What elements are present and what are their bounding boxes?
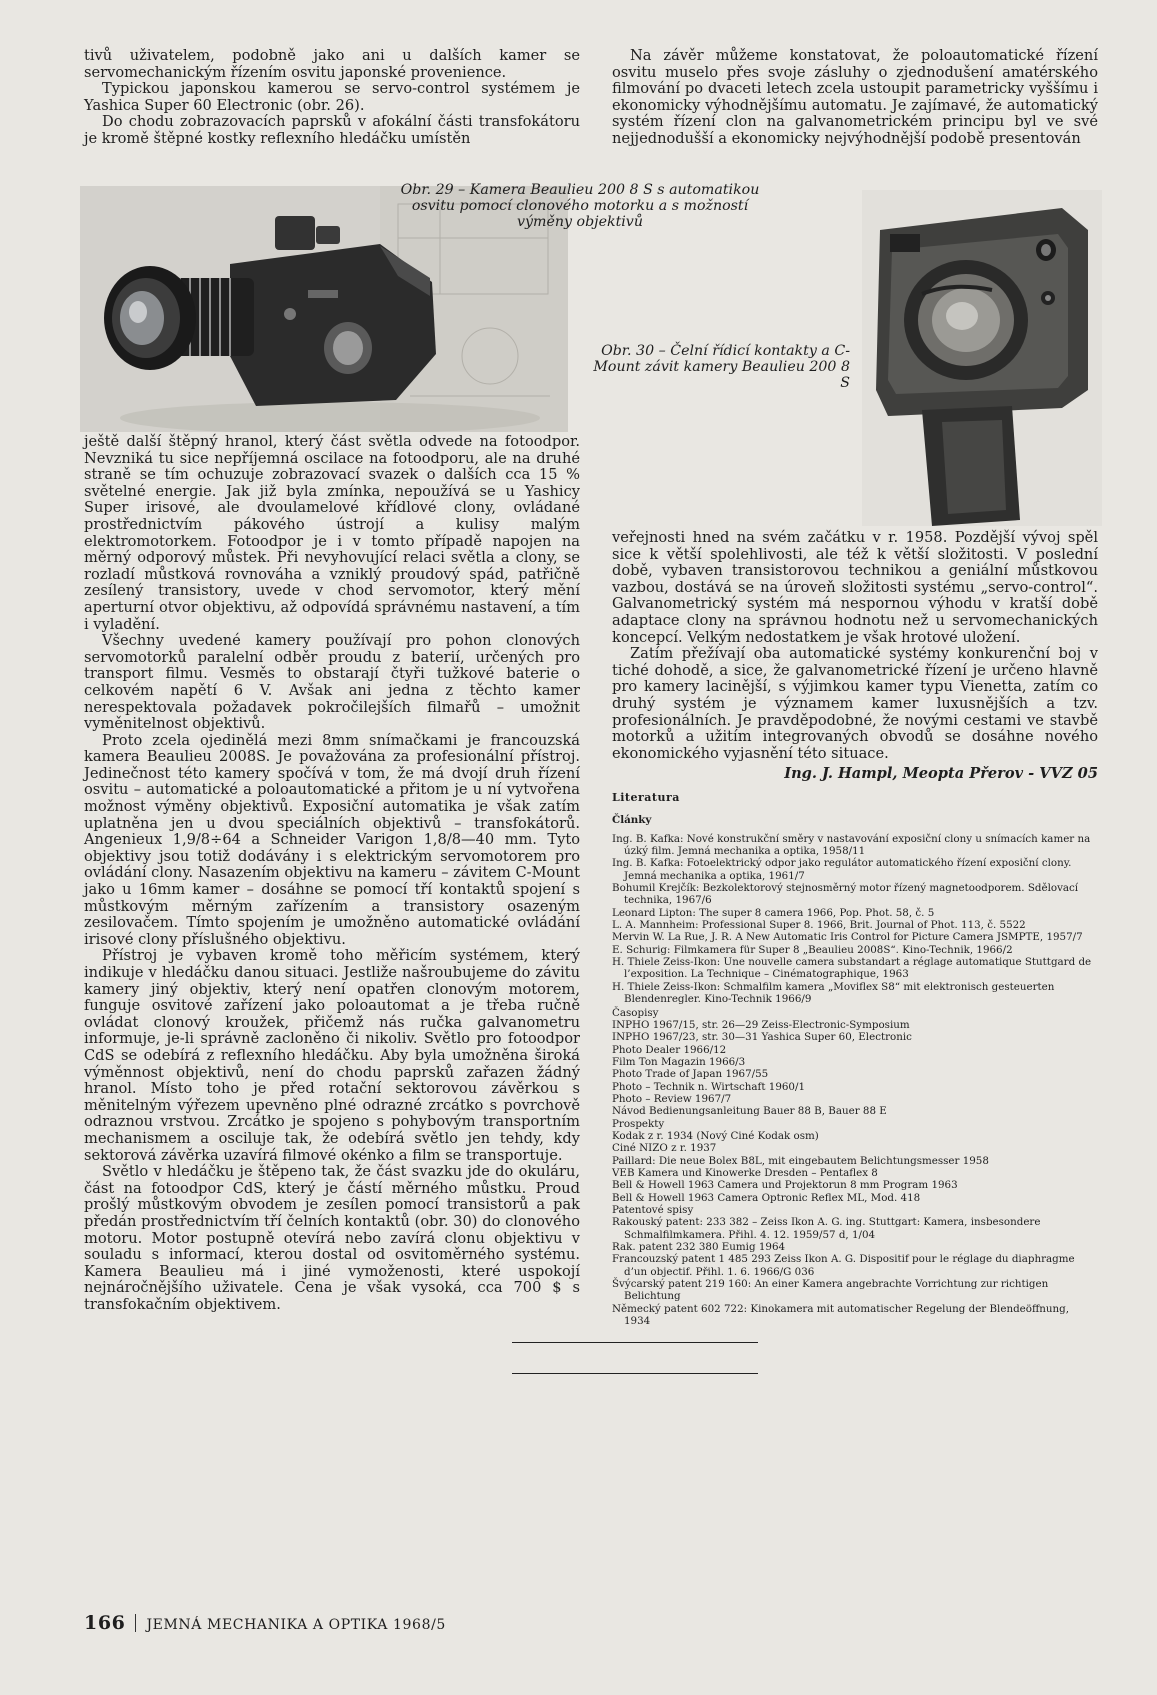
reference-item: Paillard: Die neue Bolex B8L, mit eingebautem Belichtungsmesser 1958	[612, 1154, 989, 1167]
footer-divider	[135, 1614, 136, 1632]
reference-item: Německý patent 602 722: Kinokamera mit automatischer Regelung der Blendeöffnung, 1934	[612, 1302, 1070, 1328]
figure-30-camera-photo	[862, 190, 1102, 526]
paragraph: tivů uživatelem, podobně jako ani u dalších kamer se servomechanickým řízením osvitu japonské provenience.	[84, 47, 580, 81]
reference-item: INPHO 1967/15, str. 26—29 Zeiss-Electronic-Symposium	[612, 1018, 910, 1031]
paragraph: Všechny uvedené kamery používají pro pohon clonových servomotorků paralelní odběr proudu z baterií, určených pro transport filmu. Vesměs to obstarají čtyři tužkové baterie o celkovém napětí 6 V. Avšak ani jedna z těchto kamer nerespektovala požadavek pokročilejších filmařů – umožnit vyměnitelnost objektivů.	[84, 632, 580, 733]
reference-list-brochures	[612, 1130, 1098, 1204]
reference-item: Ciné NIZO z r. 1937	[612, 1142, 717, 1155]
reference-item: Leonard Lipton: The super 8 camera 1966, Pop. Phot. 58, č. 5	[612, 906, 935, 919]
reference-item: Švýcarský patent 219 160: An einer Kamera angebrachte Vorrichtung zur richtigen Belichtung	[612, 1278, 1049, 1303]
reference-item: Bohumil Krejčík: Bezkolektorový stejnosměrný motor řízený magnetoodporem. Sdělovací technika, 1967/6	[612, 882, 1079, 907]
reference-list-periodicals	[612, 1019, 1098, 1118]
reference-item: L. A. Mannheim: Professional Super 8. 1966, Brit. Journal of Phot. 113, č. 5522	[612, 919, 1026, 932]
reference-item: Ing. B. Kafka: Fotoelektrický odpor jako regulátor automatického řízení exposiční clony. Jemná mechanika a optika, 1961/7	[612, 857, 1072, 882]
reference-list-patents	[612, 1216, 1098, 1327]
reference-item: Film Ton Magazin 1966/3	[612, 1055, 746, 1068]
reference-item: VEB Kamera und Kinowerke Dresden – Pentaflex 8	[612, 1166, 878, 1179]
figure-30-caption: Obr. 30 – Čelní řídicí kontakty a C-Mount závit kamery Beaulieu 200 8 S	[593, 343, 850, 391]
reference-item: Mervin W. La Rue, J. R. A New Automatic Iris Control for Picture Camera JSMPTE, 1957/7	[612, 931, 1083, 944]
article-column-top-right	[612, 48, 1098, 148]
separator-rule	[512, 1342, 758, 1343]
article-column-top-left	[84, 48, 580, 148]
reference-item: Francouzský patent 1 485 293 Zeiss Ikon A. G. Dispositif pour le réglage du diaphragme d’un objectif. Přihl. 1. 6. 1966/G 036	[612, 1253, 1075, 1278]
references-subheading: Prospekty	[612, 1117, 665, 1130]
author-signature: Ing. J. Hampl, Meopta Přerov - VVZ 05	[784, 765, 1098, 783]
reference-item: INPHO 1967/23, str. 30—31 Yashica Super 60, Electronic	[612, 1031, 912, 1044]
reference-item: Návod Bedienungsanleitung Bauer 88 B, Bauer 88 E	[612, 1105, 887, 1118]
reference-item: H. Thiele Zeiss-Ikon: Schmalfilm kamera „Moviflex S8“ mit elektronisch gesteuerten Blendenregler. Kino-Technik 1966/9	[612, 980, 1055, 1006]
page-footer	[84, 1612, 446, 1634]
references-heading: Literatura	[612, 791, 680, 804]
references-subheading: Články	[612, 814, 652, 827]
paragraph: Proto zcela ojedinělá mezi 8mm snímačkami je francouzská kamera Beaulieu 2008S. Je považována za profesionální přístroj. Jedinečnost této kamery spočívá v tom, že má dvojí druh řízení osvitu – automatické a poloautomatické a přitom je u ní vytvořena možnost výměny objektivů. Exposiční automatika je však zatím uplatněna jen u dvou speciálních objektivů – transfokátorů. Angenieux 1,9/8÷64 a Schneider Varigon 1,8/8—40 mm. Tyto objektivy jsou totiž dodávány i s elektrickým servomotorem pro ovládání clony. Nasazením objektivu na kameru – závitem C-Mount jako u 16mm kamer – dosáhne se pomocí tří kontaktů spojení s můstkovým měrným zařízením a transistory osazeným zesilovačem. Tímto spojením je umožněno automatické ovládání irisové clony příslušného objektivu.	[84, 731, 580, 948]
reference-list-articles	[612, 833, 1098, 1006]
reference-item: E. Schurig: Filmkamera für Super 8 „Beaulieu 2008S“. Kino-Technik, 1966/2	[612, 943, 1013, 956]
paragraph: Zatím přežívají oba automatické systémy konkurenční boj v tiché dohodě, a sice, že galvanometrické řízení je určeno hlavně pro kamery lacinější, s výjimkou kamer typu Vienetta, zatím co druhý systém je významem kamer luxusnějších a tzv. profesionálních. Je pravděpodobné, že novými cestami ve stavbě motorků a užitím integrovaných obvodů se dosáhne nového ekonomického vyjasnění této situace.	[612, 645, 1098, 762]
reference-item: Bell & Howell 1963 Camera und Projektorun 8 mm Program 1963	[612, 1179, 958, 1192]
references-section	[612, 792, 1098, 1327]
page-number: 166	[84, 1612, 126, 1634]
paragraph: Typickou japonskou kamerou se servo-control systémem je Yashica Super 60 Electronic (obr. 26).	[84, 80, 580, 114]
reference-item: Photo – Review 1967/7	[612, 1092, 732, 1105]
reference-item: Photo – Technik n. Wirtschaft 1960/1	[612, 1080, 805, 1093]
reference-item: Photo Trade of Japan 1967/55	[612, 1068, 769, 1081]
figure-29-caption: Obr. 29 – Kamera Beaulieu 200 8 S s automatikou osvitu pomocí clonového motorku a s možností výměny objektivů	[400, 182, 760, 230]
reference-item: Rakouský patent: 233 382 – Zeiss Ikon A. G. ing. Stuttgart: Kamera, insbesondere Schmalfilmkamera. Přihl. 4. 12. 1959/57 d, 1/04	[612, 1216, 1041, 1241]
paragraph: Do chodu zobrazovacích paprsků v afokální části transfokátoru je kromě štěpné kostky reflexního hledáčku umístěn	[84, 113, 580, 147]
reference-item: Photo Dealer 1966/12	[612, 1043, 727, 1056]
references-subheading: Patentové spisy	[612, 1204, 694, 1216]
journal-title: JEMNÁ MECHANIKA A OPTIKA 1968/5	[146, 1617, 446, 1633]
references-subheading: Časopisy	[612, 1006, 659, 1019]
separator-rule	[512, 1373, 758, 1374]
paragraph: ještě další štěpný hranol, který část světla odvede na fotoodpor. Nevzniká tu sice nepříjemná oscilace na fotoodporu, ale na druhé straně se tím ochuzuje zobrazovací svazek o dalších cca 15 % světelné energie. Jak již byla zmínka, nepoužívá se u Yashicy Super irisové, ale dvoulamelové křídlové clony, ovládané prostřednictvím pákového ústrojí a kulisy malým elektromotorkem. Fotoodpor je i v tomto případě napojen na měrný odporový můstek. Při nevyhovující relaci světla a clony, se rozladí můstková rovnováha a vzniklý proudový spád, patřičně zesílený transistory, uvede v chod servomotor, který mění aperturní otvor objektivu, až odpovídá správnému nastavení, a tím i vyladění.	[84, 433, 580, 633]
paragraph: Přístroj je vybaven kromě toho měřicím systémem, který indikuje v hledáčku danou situaci. Jestliže našroubujeme do závitu kamery jiný objektiv, který není opatřen clonovým motorem, funguje osvitové zařízení jako poloautomat a je třeba ručně ovládat clonový kroužek, přičemž nás ručka galvanometru informuje, je-li správně zacloněno či nikoliv. Světlo pro fotoodpor CdS se odebírá z reflexního hledáčku. Aby byla umožněna široká výměnnost objektivů, není do chodu paprsků zařazen žádný hranol. Místo toho je před rotační sektorovou závěrkou s měnitelným výřezem upevněno plné odrazné zrcátko s povrchově odraznou vrstvou. Zrcátko je spojeno s pohybovým transportním mechanismem a osciluje tak, že odebírá světlo jen tehdy, kdy sektorová závěrka uzavírá filmové okénko a film se transportuje.	[84, 947, 580, 1164]
reference-item: Kodak z r. 1934 (Nový Ciné Kodak osm)	[612, 1129, 819, 1142]
paragraph: Světlo v hledáčku je štěpeno tak, že část svazku jde do okuláru, část na fotoodpor CdS, který je částí měrného můstku. Proud prošlý můstkovým obvodem je zesílen pomocí transistorů a pak předán prostřednictvím tří čelních kontaktů (obr. 30) do clonového motoru. Motor postupně otevírá nebo zavírá clonu objektivu v souladu s informací, kterou dostal od osvitoměrného systému. Kamera Beaulieu má i jiné vymoženosti, které uspokojí nejnáročnějšího uživatele. Cena je však vysoká, cca 700 $ s transfokačním objektivem.	[84, 1163, 580, 1313]
reference-item: Bell & Howell 1963 Camera Optronic Reflex ML, Mod. 418	[612, 1191, 921, 1204]
reference-item: Rak. patent 232 380 Eumig 1964	[612, 1241, 786, 1254]
reference-item: Ing. B. Kafka: Nové konstrukční směry v nastavování exposiční clony u snímacích kamer na úzký film. Jemná mechanika a optika, 1958/11	[612, 832, 1091, 858]
paragraph: veřejnosti hned na svém začátku v r. 1958. Pozdější vývoj spěl sice k větší spolehlivosti, ale též k větší složitosti. V poslední době, vybaven transistorovou technikou a geniální můstkovou vazbou, dostává se na úroveň složitosti systému „servo-control“. Galvanometrický systém má nespornou výhodu v kratší době adaptace clony na správnou hodnotu než u servomechanických koncepcí. Velkým nedostatkem je však hrotové uložení.	[612, 529, 1098, 646]
paragraph: Na závěr můžeme konstatovat, že poloautomatické řízení osvitu muselo přes svoje zásluhy o zjednodušení amatérského filmování po dvaceti letech zcela ustoupit parametricky vyššímu i ekonomicky výhodnějšímu automatu. Je zajímavé, že automatický systém řízení clon na galvanometrickém principu byl ve své nejjednodušší a ekonomicky nejvýhodnější podobě presentován	[612, 47, 1098, 147]
article-column-left	[84, 434, 580, 1313]
article-column-right	[612, 530, 1098, 783]
reference-item: H. Thiele Zeiss-Ikon: Une nouvelle camera substandart a réglage automatique Stuttgard de l’exposition. La Technique – Cinématographique, 1963	[612, 956, 1092, 981]
